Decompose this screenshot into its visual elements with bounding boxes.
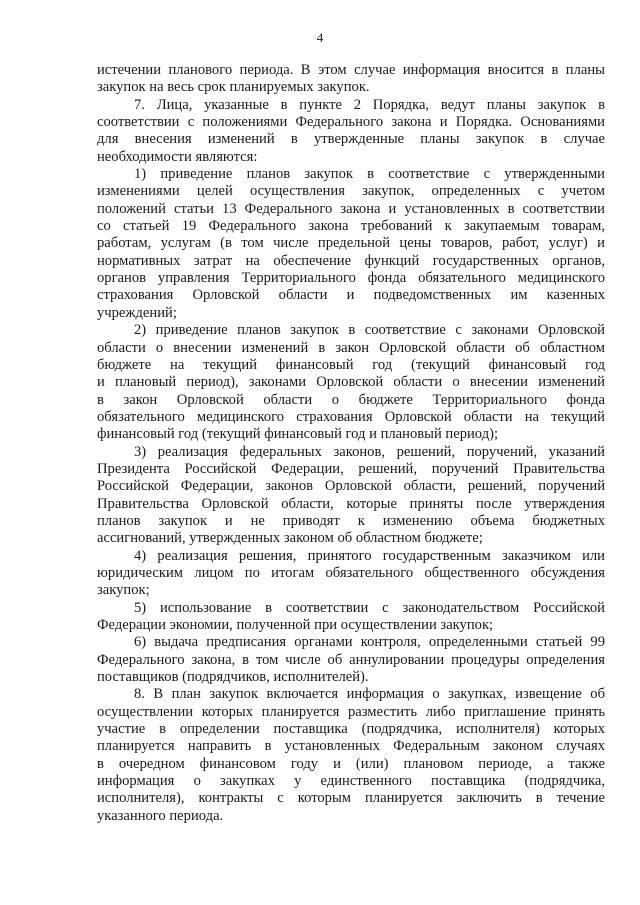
text-line: ассигнований, утвержденных законом об областном бюджете; [97, 530, 483, 547]
text-line: 3) реализация федеральных законов, решений, поручений, указаний [134, 443, 605, 460]
text-line: планов закупок и не приводят к изменению объема бюджетных [97, 512, 605, 529]
text-line: изменениями целей осуществления закупок, определенных с учетом [97, 183, 605, 200]
text-line: 7. Лица, указанные в пункте 2 Порядка, ведут планы закупок в [134, 96, 605, 113]
text-line: в закон Орловской области о бюджете Территориального фонда [97, 391, 605, 408]
text-line: нормативных затрат на обеспечение функций государственных органов, [97, 252, 605, 269]
text-line: для внесения изменений в утвержденные планы закупок в случае [97, 131, 605, 148]
text-line: работам, услугам (в том числе предельной цены товаров, работ, услуг) и [97, 235, 605, 252]
text-line: 1) приведение планов закупок в соответствие с утвержденными [134, 166, 605, 183]
text-line: исполнителя), контракты с которым планируется заключить в течение [97, 790, 605, 807]
text-line: и плановый период), законами Орловской области о внесении изменений [97, 374, 605, 391]
text-line: осуществлении которых планируется разместить либо приглашение принять [97, 703, 605, 720]
text-line: бюджете на текущий финансовый год (текущий финансовый год [97, 356, 605, 373]
text-line: истечении планового периода. В этом случае информация вносится в планы [97, 62, 605, 78]
text-line: поставщиков (подрядчиков, исполнителей). [97, 669, 369, 686]
text-line: планируется направить в установленных Федеральным законом случаях [97, 738, 605, 755]
text-line: области о внесении изменений в закон Орловской области об областном [97, 339, 605, 356]
text-line: финансовый год (текущий финансовый год и плановый период); [97, 426, 499, 443]
text-line: 6) выдача предписания органами контроля, определенными статьей 99 [134, 634, 605, 651]
text-line: информация о закупках у единственного поставщика (подрядчика, [97, 773, 605, 790]
text-line: со статьей 19 Федерального закона требований к закупаемым товарам, [97, 218, 605, 235]
text-line: Федерации экономии, полученной при осуществлении закупок; [97, 617, 494, 633]
page-number: 4 [316, 30, 324, 45]
text-line: указанного периода. [97, 807, 224, 824]
text-line: необходимости являются: [97, 148, 258, 165]
text-line: юридическим лицом по итогам обязательного общественного обсуждения [97, 564, 605, 581]
text-line: Федерального закона, в том числе об аннулировании процедуры определения [97, 651, 605, 668]
text-line: обязательного медицинского страхования Орловской области на текущий [97, 408, 605, 425]
document-body [97, 62, 605, 825]
text-line: соответствии с положениями Федерального закона и Порядка. Основаниями [97, 114, 605, 131]
text-line: положений статьи 13 Федерального закона и установленных в соответствии [97, 200, 605, 217]
text-line: 5) использование в соответствии с законодательством Российской [134, 599, 605, 616]
text-line: органов управления Территориального фонда обязательного медицинского [97, 270, 605, 287]
text-line: 2) приведение планов закупок в соответствие с законами Орловской [134, 322, 605, 339]
text-line: Президента Российской Федерации, решений, поручений Правительства [97, 460, 605, 477]
text-line: Российской Федерации, законов Орловской области, решений, поручений [97, 478, 605, 495]
text-line: 4) реализация решения, принятого государственным заказчиком или [134, 547, 605, 564]
text-line: страхования Орловской области и подведомственных им казенных [97, 287, 605, 304]
text-line: Правительства Орловской области, которые приняты после утверждения [97, 495, 605, 512]
text-line: закупок на весь срок планируемых закупок. [97, 79, 370, 96]
text-line: учреждений; [97, 304, 177, 321]
text-line: закупок; [97, 582, 150, 599]
text-line: участие в определении поставщика (подрядчика, исполнителя) которых [97, 721, 605, 738]
text-line: в очередном финансовом году и (или) плановом периоде, а также [97, 755, 605, 772]
text-line: 8. В план закупок включается информация о закупках, извещение об [134, 686, 605, 703]
